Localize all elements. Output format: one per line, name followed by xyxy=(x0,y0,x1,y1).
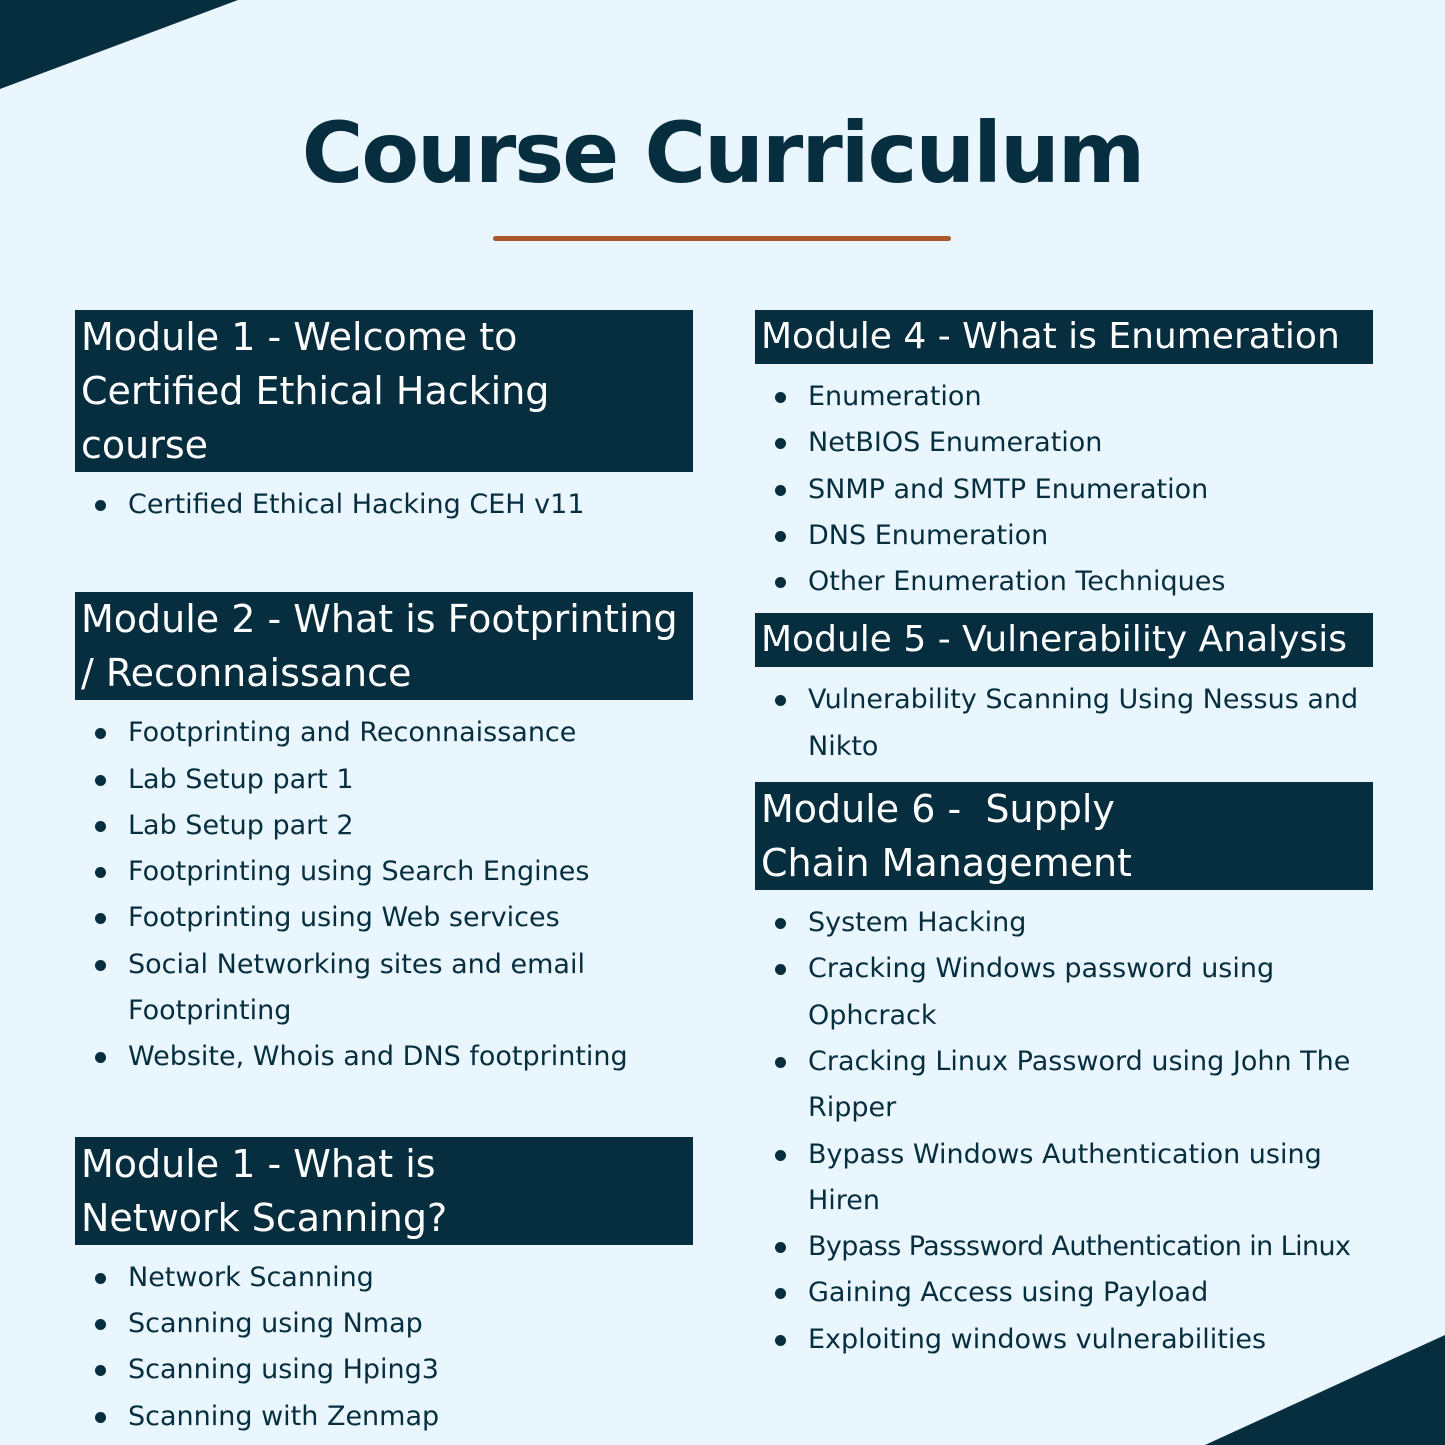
list-item-label: Cracking Windows password using Ophcrack xyxy=(808,953,1275,1031)
list-item-label: Gaining Access using Payload xyxy=(808,1277,1209,1309)
list-item xyxy=(755,374,1373,420)
list-item xyxy=(755,467,1373,513)
list-item xyxy=(755,900,1373,946)
left-column xyxy=(75,310,693,1440)
list-item-label: Enumeration xyxy=(808,381,982,412)
list-item xyxy=(755,946,1373,1039)
bullet-icon xyxy=(775,1242,786,1253)
list-item-label: Other Enumeration Techniques xyxy=(808,566,1226,598)
list-item xyxy=(75,482,693,528)
list-item-label: Cracking Linux Password using John The Ripper xyxy=(808,1045,1351,1124)
list-item xyxy=(75,1347,693,1393)
list-item xyxy=(755,559,1373,605)
module-item-list xyxy=(75,482,693,528)
module-header: Module 6 - Supply Chain Management xyxy=(755,782,1373,890)
module-header: Module 5 - Vulnerability Analysis xyxy=(755,613,1373,667)
right-column xyxy=(755,310,1373,1363)
bullet-icon xyxy=(775,695,786,706)
bullet-icon xyxy=(775,531,786,542)
list-item xyxy=(75,849,693,895)
module-block xyxy=(755,310,1373,605)
bullet-icon xyxy=(775,392,786,403)
module-block xyxy=(75,592,693,1080)
module-header: Module 1 - Welcome to Certified Ethical Hacking course xyxy=(75,310,693,472)
list-item-label: NetBIOS Enumeration xyxy=(808,427,1103,459)
list-item xyxy=(75,1301,693,1347)
list-item-label: Social Networking sites and email Footprinting xyxy=(128,948,585,1027)
list-item xyxy=(755,420,1373,466)
corner-decoration-top-left xyxy=(0,0,240,90)
bullet-icon xyxy=(95,775,106,786)
bullet-icon xyxy=(775,485,786,496)
list-item xyxy=(755,1224,1373,1270)
module-header: Module 4 - What is Enumeration xyxy=(755,310,1373,364)
list-item xyxy=(75,1034,693,1080)
list-item xyxy=(75,757,693,803)
list-item-label: Website, Whois and DNS footprinting xyxy=(128,1041,628,1073)
list-item xyxy=(75,942,693,1035)
title-underline xyxy=(493,236,951,241)
module-item-list xyxy=(755,374,1373,605)
bullet-icon xyxy=(775,438,786,449)
module-block xyxy=(75,1137,693,1440)
list-item-label: System Hacking xyxy=(808,907,1027,939)
list-item-label: Scanning with Zenmap xyxy=(128,1400,440,1432)
bullet-icon xyxy=(95,1365,106,1376)
list-item xyxy=(755,1039,1373,1132)
module-header: Module 2 - What is Footprinting / Reconnaissance xyxy=(75,592,693,700)
module-block xyxy=(755,782,1373,1363)
bullet-icon xyxy=(775,1150,786,1161)
list-item xyxy=(755,1317,1373,1363)
list-item-label: SNMP and SMTP Enumeration xyxy=(808,473,1209,505)
bullet-icon xyxy=(775,918,786,929)
module-block xyxy=(75,310,693,528)
bullet-icon xyxy=(95,867,106,878)
list-item-label: Footprinting and Reconnaissance xyxy=(128,717,577,749)
bullet-icon xyxy=(95,1273,106,1284)
bullet-icon xyxy=(775,1057,786,1068)
bullet-icon xyxy=(95,1052,106,1063)
bullet-icon xyxy=(775,1335,786,1346)
list-item xyxy=(75,1394,693,1440)
bullet-icon xyxy=(95,728,106,739)
bullet-icon xyxy=(95,821,106,832)
list-item xyxy=(755,513,1373,559)
bullet-icon xyxy=(775,964,786,975)
module-item-list xyxy=(755,677,1373,770)
list-item-label: Footprinting using Web services xyxy=(128,902,560,934)
list-item-label: Scanning using Hping3 xyxy=(128,1354,439,1386)
list-item xyxy=(75,803,693,849)
bullet-icon xyxy=(95,500,106,511)
list-item xyxy=(75,1255,693,1301)
module-header: Module 1 - What is Network Scanning? xyxy=(75,1137,693,1245)
bullet-icon xyxy=(95,1319,106,1330)
list-item-label: Exploiting windows vulnerabilities xyxy=(808,1323,1267,1355)
list-item-label: Bypass Passsword Authentication in Linux xyxy=(808,1231,1351,1263)
list-item-label: Lab Setup part 1 xyxy=(128,763,354,795)
list-item-label: DNS Enumeration xyxy=(808,519,1049,551)
module-item-list xyxy=(755,900,1373,1363)
list-item-label: Vulnerability Scanning Using Nessus and Nikto xyxy=(808,684,1359,762)
bullet-icon xyxy=(95,913,106,924)
module-item-list xyxy=(75,710,693,1080)
list-item xyxy=(75,895,693,941)
list-item xyxy=(755,1132,1373,1225)
list-item xyxy=(755,1270,1373,1316)
list-item-label: Footprinting using Search Engines xyxy=(128,856,590,888)
bullet-icon xyxy=(775,1288,786,1299)
module-item-list xyxy=(75,1255,693,1440)
page-title: Course Curriculum xyxy=(301,104,1144,202)
list-item xyxy=(75,710,693,756)
bullet-icon xyxy=(95,960,106,971)
module-block xyxy=(755,613,1373,770)
list-item-label: Lab Setup part 2 xyxy=(128,809,354,841)
bullet-icon xyxy=(95,1412,106,1423)
list-item xyxy=(755,677,1373,770)
list-item-label: Network Scanning xyxy=(128,1261,374,1293)
bullet-icon xyxy=(775,577,786,588)
list-item-label: Scanning using Nmap xyxy=(128,1307,423,1339)
list-item-label: Certified Ethical Hacking CEH v11 xyxy=(128,489,585,520)
list-item-label: Bypass Windows Authentication using Hiren xyxy=(808,1138,1322,1216)
